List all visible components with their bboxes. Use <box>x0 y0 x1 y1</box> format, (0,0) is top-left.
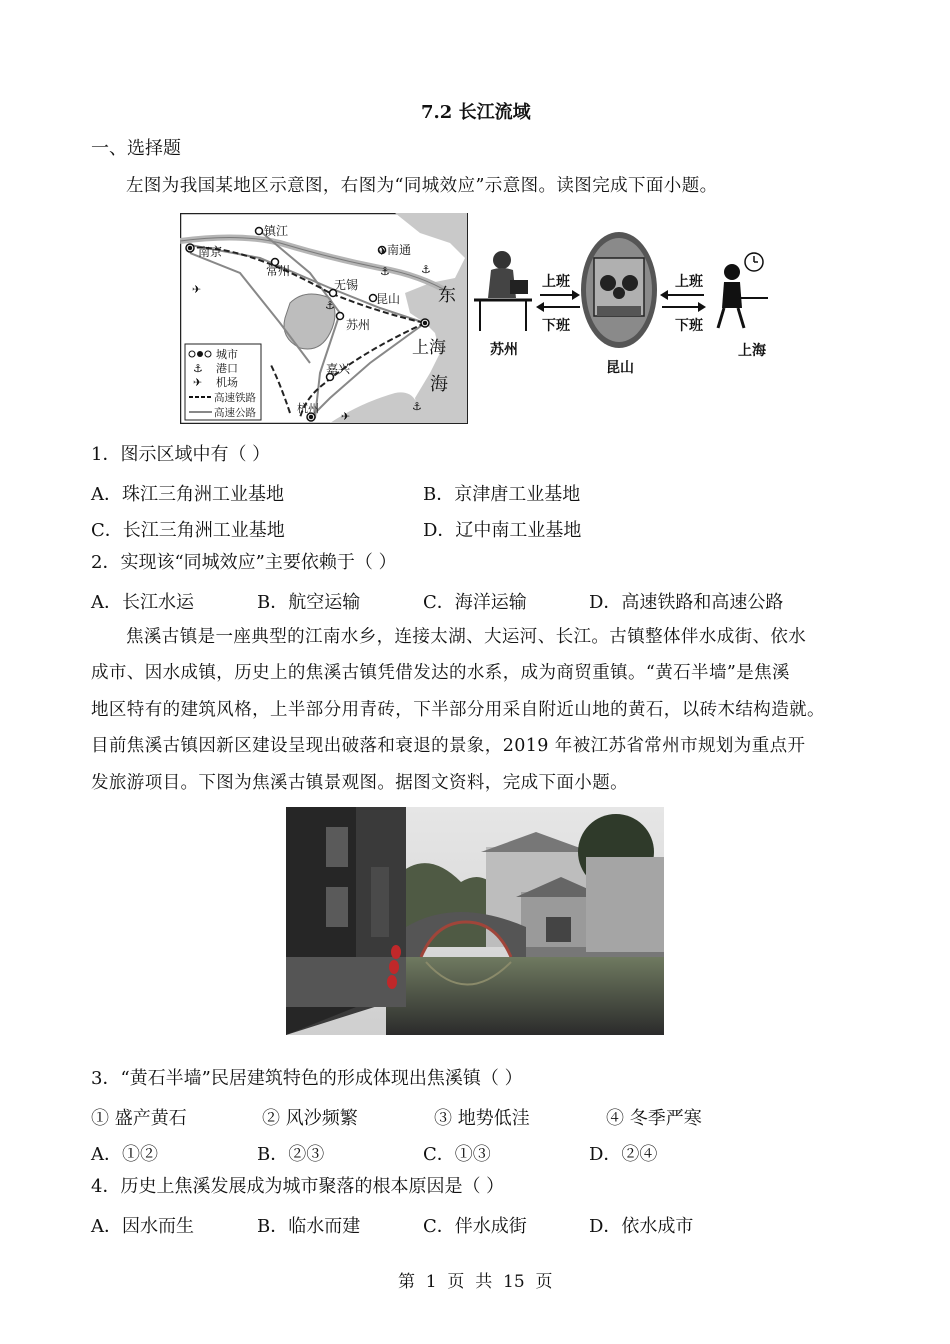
airport-icon: ✈ <box>193 376 203 389</box>
commute-diagram <box>472 228 772 378</box>
family-home-icon <box>581 232 657 348</box>
commute-label-suzhou: 苏州 <box>490 342 518 358</box>
passage-line-1: 焦溪古镇是一座典型的江南水乡，连接太湖、大运河、长江。古镇整体伴水成街、依水 <box>126 627 807 647</box>
q4-option-b[interactable]: B．临水而建 <box>257 1216 361 1237</box>
commute-label-shanghai: 上海 <box>738 343 766 359</box>
q3-statement-1: ① 盛产黄石 <box>91 1108 187 1129</box>
q2-option-b[interactable]: B．航空运输 <box>257 592 361 613</box>
q3-option-a[interactable]: A．①② <box>91 1144 158 1165</box>
worker-suzhou-icon <box>474 251 532 331</box>
q3-option-b[interactable]: B．②③ <box>257 1144 325 1165</box>
map-label-suzhou: 苏州 <box>346 318 371 332</box>
jiaoxi-town-photo <box>286 807 664 1035</box>
q1-option-c[interactable]: C．长江三角洲工业基地 <box>91 520 285 541</box>
port-icon: ⚓ <box>421 263 431 276</box>
q4-option-c[interactable]: C．伴水成街 <box>423 1216 527 1237</box>
airport-icon: ✈ <box>378 245 388 258</box>
legend-city: 城市 <box>216 348 238 361</box>
airport-icon: ✈ <box>192 283 202 296</box>
arrow-right-group-icon <box>660 290 706 312</box>
page-title: 7.2 长江流域 <box>421 102 531 123</box>
passage-line-4: 目前焦溪古镇因新区建设呈现出破落和衰退的景象，2019 年被江苏省常州市规划为重点开 <box>91 736 806 756</box>
commute-label-kunshan: 昆山 <box>606 360 634 376</box>
map-sea-label-sea: 海 <box>430 374 448 395</box>
q3-statement-2: ② 风沙频繁 <box>262 1108 358 1129</box>
port-icon: ⚓ <box>412 400 422 413</box>
map-label-kunshan: 昆山 <box>376 292 401 306</box>
q2-option-a[interactable]: A．长江水运 <box>91 592 194 613</box>
go-work-label-right: 上班 <box>675 274 703 290</box>
map-label-wuxi: 无锡 <box>334 278 359 292</box>
map-label-zhenjiang: 镇江 <box>264 224 289 238</box>
go-work-label-left: 上班 <box>542 274 570 290</box>
q3-stem: 3．“黄石半墙”民居建筑特色的形成体现出焦溪镇（ ） <box>91 1068 523 1089</box>
map-label-hangzhou: 杭州 <box>297 402 319 415</box>
q2-stem: 2．实现该“同城效应”主要依赖于（ ） <box>91 552 397 573</box>
passage-line-5: 发旅游项目。下图为焦溪古镇景观图。据图文资料，完成下面小题。 <box>91 773 628 793</box>
port-icon: ⚓ <box>380 265 390 278</box>
off-work-label-right: 下班 <box>675 318 703 334</box>
page-number: 第 1 页 共 15 页 <box>398 1272 553 1292</box>
q1-option-b[interactable]: B．京津唐工业基地 <box>423 484 581 505</box>
q3-statement-3: ③ 地势低洼 <box>434 1108 530 1129</box>
q4-option-a[interactable]: A．因水而生 <box>91 1216 194 1237</box>
map-label-shanghai: 上海 <box>412 338 446 358</box>
passage-line-3: 地区特有的建筑风格，上半部分用青砖，下半部分用采自附近山地的黄石，以砖木结构造就。 <box>91 700 825 720</box>
legend-port: 港口 <box>216 362 238 375</box>
worker-shanghai-icon <box>718 253 768 328</box>
q2-option-d[interactable]: D．高速铁路和高速公路 <box>589 592 784 613</box>
legend-railway: 高速铁路 <box>214 392 256 404</box>
section-heading: 一、选择题 <box>91 138 181 159</box>
map-label-nantong: 南通 <box>387 243 412 257</box>
port-icon: ⚓ <box>193 362 203 375</box>
arrow-left-group-icon <box>536 290 580 312</box>
port-icon: ⚓ <box>325 299 335 312</box>
legend-highway: 高速公路 <box>214 407 256 419</box>
q2-option-c[interactable]: C．海洋运输 <box>423 592 527 613</box>
intro-text: 左图为我国某地区示意图，右图为“同城效应”示意图。读图完成下面小题。 <box>126 176 718 196</box>
q4-option-d[interactable]: D．依水成市 <box>589 1216 694 1237</box>
legend-airport: 机场 <box>216 376 238 389</box>
off-work-label-left: 下班 <box>542 318 570 334</box>
passage-line-2: 成市、因水成镇，历史上的焦溪古镇凭借发达的水系，成为商贸重镇。“黄石半墙”是焦溪 <box>91 663 790 683</box>
airport-icon: ✈ <box>341 410 351 423</box>
q1-option-a[interactable]: A．珠江三角洲工业基地 <box>91 484 284 505</box>
map-sea-label-east: 东 <box>438 285 456 306</box>
map-label-jiaxing: 嘉兴 <box>326 362 351 376</box>
region-map <box>180 213 468 424</box>
map-label-nanjing: 南京 <box>198 245 223 259</box>
q1-stem: 1．图示区域中有（ ） <box>91 444 271 465</box>
map-label-changzhou: 常州 <box>266 264 291 278</box>
q3-option-c[interactable]: C．①③ <box>423 1144 491 1165</box>
q3-option-d[interactable]: D．②④ <box>589 1144 658 1165</box>
q1-option-d[interactable]: D．辽中南工业基地 <box>423 520 582 541</box>
q3-statement-4: ④ 冬季严寒 <box>606 1108 702 1129</box>
q4-stem: 4．历史上焦溪发展成为城市聚落的根本原因是（ ） <box>91 1176 505 1197</box>
